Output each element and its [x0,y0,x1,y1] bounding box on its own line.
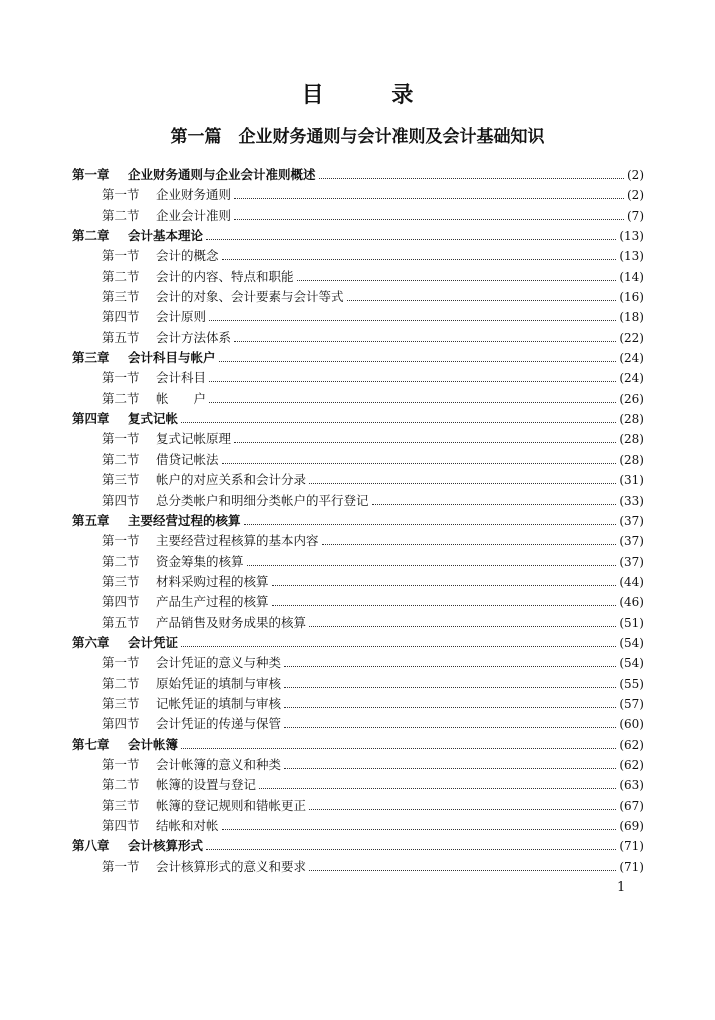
toc-leader-dots [284,675,616,688]
toc-entry-number: 第一节 [102,655,140,671]
toc-section-entry [72,531,644,551]
toc-section-entry [72,389,644,409]
toc-entry-title: 帐户的对应关系和会计分录 [156,472,307,488]
toc-leader-dots [309,614,616,627]
toc-section-entry [72,857,644,877]
toc-entry-title: 总分类帐户和明细分类帐户的平行登记 [156,492,369,508]
toc-entry-page: (33) [619,493,644,508]
toc-leader-dots [234,186,624,199]
toc-entry-title: 复式记帐原理 [156,431,232,447]
toc-leader-dots [284,715,616,728]
toc-leader-dots [319,166,624,179]
toc-section-entry [72,307,644,327]
toc-entry-title: 结帐和对帐 [156,818,219,833]
toc-entry-page: (14) [619,269,644,284]
toc-entry-title: 会计方法体系 [156,329,232,345]
toc-entry-number: 第三节 [102,472,140,488]
toc-entry-title: 会计的内容、特点和职能 [156,268,294,284]
toc-leader-dots [309,797,616,810]
toc-entry-page: (13) [619,249,644,264]
toc-entry-number: 第二节 [102,451,140,467]
toc-entry-number: 第五节 [102,614,140,630]
toc-leader-dots [309,471,616,484]
toc-leader-dots [206,227,616,240]
toc-entry-number: 第四节 [102,594,140,610]
toc-section-entry [72,775,644,795]
page-title: 目 录 [301,82,444,108]
toc-chapter-entry [72,511,644,531]
toc-entry-title: 借贷记帐法 [156,451,219,467]
toc-leader-dots [222,451,617,464]
toc-entry-number: 第二节 [102,675,140,691]
toc-entry-title: 会计基本理论 [128,228,204,244]
toc-entry-number: 第二节 [102,553,140,569]
toc-entry-title: 会计凭证的传递与保管 [156,716,282,732]
toc-section-entry [72,267,644,287]
toc-entry-title: 材料采购过程的核算 [156,573,269,589]
toc-entry-page: (13) [619,229,644,244]
toc-chapter-entry [72,633,644,653]
toc-section-entry [72,206,644,226]
toc-entry-title: 企业财务通则 [156,187,232,203]
toc-entry-number: 第四节 [102,309,140,325]
toc-entry-number: 第三节 [102,289,140,305]
toc-section-entry [72,816,644,836]
toc-leader-dots [372,492,617,505]
toc-section-entry [72,368,644,388]
toc-entry-number: 第四节 [102,492,140,508]
toc-entry-number: 第三节 [102,573,140,589]
toc-entry-page: (24) [619,371,644,386]
toc-leader-dots [259,776,616,789]
toc-entry-title: 产品销售及财务成果的核算 [156,614,307,630]
toc-entry-number: 第二节 [102,268,140,284]
toc-entry-number: 第八章 [72,838,110,854]
toc-leader-dots [244,512,617,525]
toc-chapter-entry [72,409,644,429]
toc-section-entry [72,328,644,348]
toc-entry-number: 第一节 [102,370,140,386]
toc-entry-number: 第三节 [102,695,140,711]
toc-entry-page: (16) [619,290,644,305]
toc-entry-page: (60) [619,717,644,732]
toc-leader-dots [234,207,624,220]
toc-chapter-entry [72,836,644,856]
toc-leader-dots [284,695,616,708]
toc-entry-number: 第二节 [102,390,140,406]
toc-entry-number: 第一节 [102,756,140,772]
toc-entry-page: (71) [619,839,644,854]
toc-entry-page: (37) [619,513,644,528]
toc-leader-dots [222,247,617,260]
toc-entry-page: (28) [619,432,644,447]
toc-entry-page: (37) [619,554,644,569]
toc-entry-title: 帐簿的登记规则和错帐更正 [156,797,307,813]
toc-entry-number: 第五节 [102,329,140,345]
toc-leader-dots [181,410,616,423]
toc-entry-page: (18) [619,310,644,325]
toc-entry-title: 会计的对象、会计要素与会计等式 [156,289,344,305]
toc-entry-page: (2) [627,168,644,182]
toc-entry-title: 产品生产过程的核算 [156,594,269,610]
toc-entry-page: (44) [619,574,644,589]
table-of-contents [72,165,644,877]
toc-entry-page: (7) [627,208,644,223]
toc-section-entry [72,592,644,612]
toc-entry-number: 第三章 [72,350,110,366]
toc-entry-title: 帐簿的设置与登记 [156,777,257,793]
toc-entry-number: 第二节 [102,777,140,793]
toc-entry-title: 会计帐簿 [128,736,179,752]
toc-section-entry [72,429,644,449]
page-number: 1 [617,880,626,895]
toc-entry-number: 第四章 [72,411,110,427]
toc-entry-number: 第七章 [72,736,110,752]
toc-entry-page: (37) [619,534,644,549]
toc-entry-number: 第一节 [102,431,140,447]
toc-section-entry [72,674,644,694]
toc-leader-dots [297,268,617,281]
toc-entry-page: (63) [619,778,644,793]
toc-section-entry [72,287,644,307]
toc-entry-page: (46) [619,595,644,610]
toc-entry-title: 企业财务通则与企业会计准则概述 [128,167,316,182]
toc-entry-page: (71) [619,859,644,874]
toc-entry-title: 会计科目与帐户 [128,350,216,366]
part-heading: 第一篇 企业财务通则与会计准则及会计基础知识 [170,127,545,147]
toc-entry-title: 会计原则 [156,309,207,325]
toc-section-entry [72,613,644,633]
toc-leader-dots [272,573,617,586]
toc-entry-page: (28) [619,412,644,427]
toc-entry-number: 第一节 [102,248,140,264]
toc-leader-dots [222,817,617,830]
toc-section-entry [72,714,644,734]
toc-section-entry [72,450,644,470]
toc-entry-title: 帐 户 [156,390,207,406]
toc-leader-dots [209,308,616,321]
toc-entry-page: (55) [619,676,644,691]
toc-entry-page: (26) [619,391,644,406]
toc-entry-page: (69) [619,819,644,833]
toc-entry-title: 会计凭证的意义与种类 [156,655,282,671]
toc-entry-title: 资金筹集的核算 [156,553,244,569]
toc-entry-page: (57) [619,696,644,711]
toc-chapter-entry [72,226,644,246]
toc-leader-dots [234,329,616,342]
toc-entry-number: 第三节 [102,797,140,813]
toc-leader-dots [234,430,616,443]
toc-section-entry [72,653,644,673]
toc-leader-dots [322,532,617,545]
toc-entry-title: 主要经营过程的核算 [128,512,241,528]
toc-leader-dots [209,369,616,382]
toc-section-entry [72,572,644,592]
toc-entry-title: 会计帐簿的意义和种类 [156,756,282,772]
toc-entry-title: 复式记帐 [128,411,179,427]
toc-entry-number: 第二节 [102,207,140,223]
toc-chapter-entry [72,348,644,368]
toc-chapter-entry [72,165,644,185]
toc-leader-dots [347,288,617,301]
toc-leader-dots [247,553,617,566]
toc-entry-number: 第二章 [72,228,110,244]
toc-entry-page: (2) [627,188,644,203]
toc-entry-title: 会计科目 [156,370,207,386]
toc-entry-page: (22) [619,330,644,345]
toc-entry-page: (51) [619,615,644,630]
toc-leader-dots [181,634,616,647]
toc-section-entry [72,552,644,572]
toc-entry-title: 原始凭证的填制与审核 [156,675,282,691]
toc-entry-title: 会计核算形式 [128,838,204,854]
toc-section-entry [72,694,644,714]
toc-entry-number: 第六章 [72,634,110,650]
toc-entry-page: (54) [619,635,644,650]
toc-leader-dots [284,654,616,667]
toc-entry-page: (54) [619,656,644,671]
toc-entry-number: 第一章 [72,167,110,182]
toc-entry-page: (28) [619,452,644,467]
toc-entry-page: (62) [619,737,644,752]
toc-section-entry [72,470,644,490]
toc-section-entry [72,491,644,511]
toc-entry-title: 会计凭证 [128,634,179,650]
toc-entry-number: 第一节 [102,187,140,203]
toc-leader-dots [206,837,616,850]
toc-leader-dots [284,756,616,769]
toc-section-entry [72,185,644,205]
toc-entry-number: 第四节 [102,716,140,732]
toc-chapter-entry [72,735,644,755]
toc-section-entry [72,796,644,816]
toc-entry-title: 主要经营过程核算的基本内容 [156,533,319,549]
toc-leader-dots [309,858,616,871]
toc-section-entry [72,755,644,775]
toc-entry-page: (31) [619,473,644,488]
toc-entry-number: 第一节 [102,858,140,874]
toc-entry-title: 会计的概念 [156,248,219,264]
toc-entry-number: 第五章 [72,512,110,528]
toc-entry-number: 第四节 [102,818,140,833]
toc-section-entry [72,246,644,266]
toc-entry-page: (62) [619,757,644,772]
toc-entry-title: 企业会计准则 [156,207,232,223]
toc-leader-dots [219,349,617,362]
toc-leader-dots [209,390,616,403]
toc-entry-title: 记帐凭证的填制与审核 [156,695,282,711]
toc-entry-number: 第一节 [102,533,140,549]
toc-entry-page: (24) [619,351,644,366]
toc-leader-dots [272,593,617,606]
toc-entry-title: 会计核算形式的意义和要求 [156,858,307,874]
toc-leader-dots [181,736,616,749]
toc-entry-page: (67) [619,798,644,813]
